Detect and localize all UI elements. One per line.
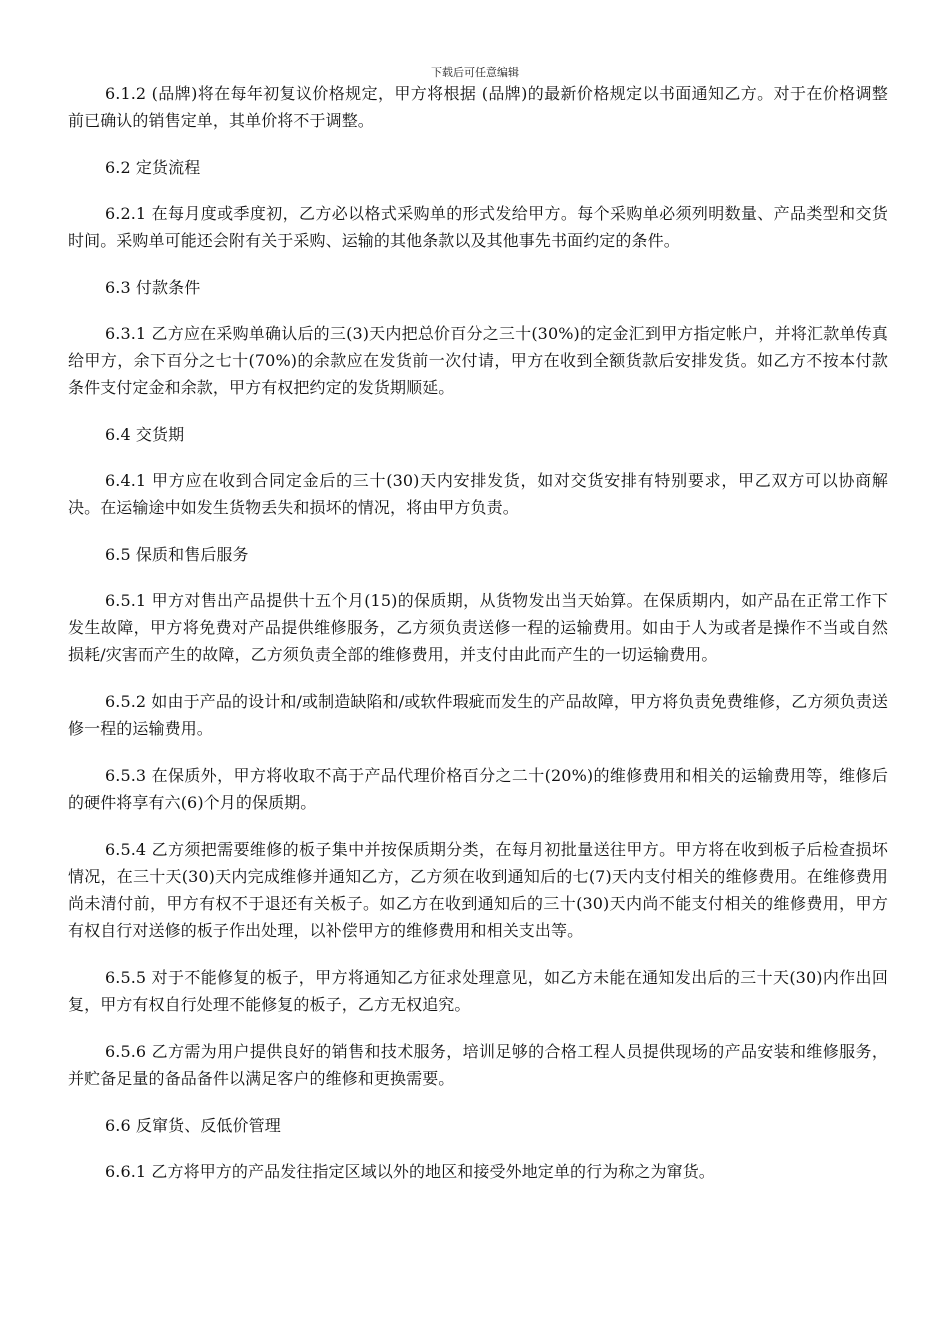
- clause-6-1-2: 6.1.2 (品牌)将在每年初复议价格规定，甲方将根据 (品牌)的最新价格规定以书面通知乙方。对于在价格调整前已确认的销售定单，其单价将不于调整。: [68, 84, 888, 130]
- section-heading-6-4: 6.4 交货期: [105, 425, 185, 444]
- clause-6-3-1: 6.3.1 乙方应在采购单确认后的三(3)天内把总价百分之三十(30%)的定金汇到甲方指定帐户，并将汇款单传真给甲方，余下百分之七十(70%)的余款应在发货前一次付请，甲方在收到全额货款后安排发货。如乙方不按本付款条件支付定金和余款，甲方有权把约定的发货期顺延。: [68, 324, 888, 397]
- document-body: [68, 80, 888, 1205]
- section-heading-6-6: 6.6 反窜货、反低价管理: [105, 1116, 281, 1135]
- clause-6-5-1: 6.5.1 甲方对售出产品提供十五个月(15)的保质期，从货物发出当天始算。在保质期内，如产品在正常工作下发生故障，甲方将免费对产品提供维修服务，乙方须负责送修一程的运输费用。如由于人为或者是操作不当或自然损耗/灾害而产生的故障，乙方须负责全部的维修费用，并支付由此而产生的一切运输费用。: [68, 591, 888, 664]
- clause-6-5-2: 6.5.2 如由于产品的设计和/或制造缺陷和/或软件瑕疵而发生的产品故障，甲方将负责免费维修，乙方须负责送修一程的运输费用。: [68, 692, 888, 738]
- section-heading-6-5: 6.5 保质和售后服务: [105, 545, 249, 564]
- clause-6-4-1: 6.4.1 甲方应在收到合同定金后的三十(30)天内安排发货，如对交货安排有特别要求，甲乙双方可以协商解决。在运输途中如发生货物丢失和损坏的情况，将由甲方负责。: [68, 471, 888, 517]
- page-header-note: 下载后可任意编辑: [431, 66, 519, 79]
- clause-6-5-3: 6.5.3 在保质外，甲方将收取不高于产品代理价格百分之二十(20%)的维修费用和相关的运输费用等，维修后的硬件将享有六(6)个月的保质期。: [68, 766, 888, 812]
- section-heading-6-2: 6.2 定货流程: [105, 158, 201, 177]
- clause-6-5-4: 6.5.4 乙方须把需要维修的板子集中并按保质期分类，在每月初批量送往甲方。甲方将在收到板子后检查损坏情况，在三十天(30)天内完成维修并通知乙方，乙方须在收到通知后的七(7)天内支付相关的维修费用。在维修费用尚未清付前，甲方有权不于退还有关板子。如乙方在收到通知后的三十(30)天内尚不能支付相关的维修费用，甲方有权自行对送修的板子作出处理，以补偿甲方的维修费用和相关支出等。: [68, 840, 888, 940]
- clause-6-5-5: 6.5.5 对于不能修复的板子，甲方将通知乙方征求处理意见，如乙方未能在通知发出后的三十天(30)内作出回复，甲方有权自行处理不能修复的板子，乙方无权追究。: [68, 968, 888, 1014]
- clause-6-2-1: 6.2.1 在每月度或季度初，乙方必以格式采购单的形式发给甲方。每个采购单必须列明数量、产品类型和交货时间。采购单可能还会附有关于采购、运输的其他条款以及其他事先书面约定的条件。: [68, 204, 888, 250]
- section-heading-6-3: 6.3 付款条件: [105, 278, 201, 297]
- clause-6-5-6: 6.5.6 乙方需为用户提供良好的销售和技术服务，培训足够的合格工程人员提供现场的产品安装和维修服务，并贮备足量的备品备件以满足客户的维修和更换需要。: [68, 1042, 888, 1088]
- clause-6-6-1: 6.6.1 乙方将甲方的产品发往指定区域以外的地区和接受外地定单的行为称之为窜货。: [105, 1162, 715, 1181]
